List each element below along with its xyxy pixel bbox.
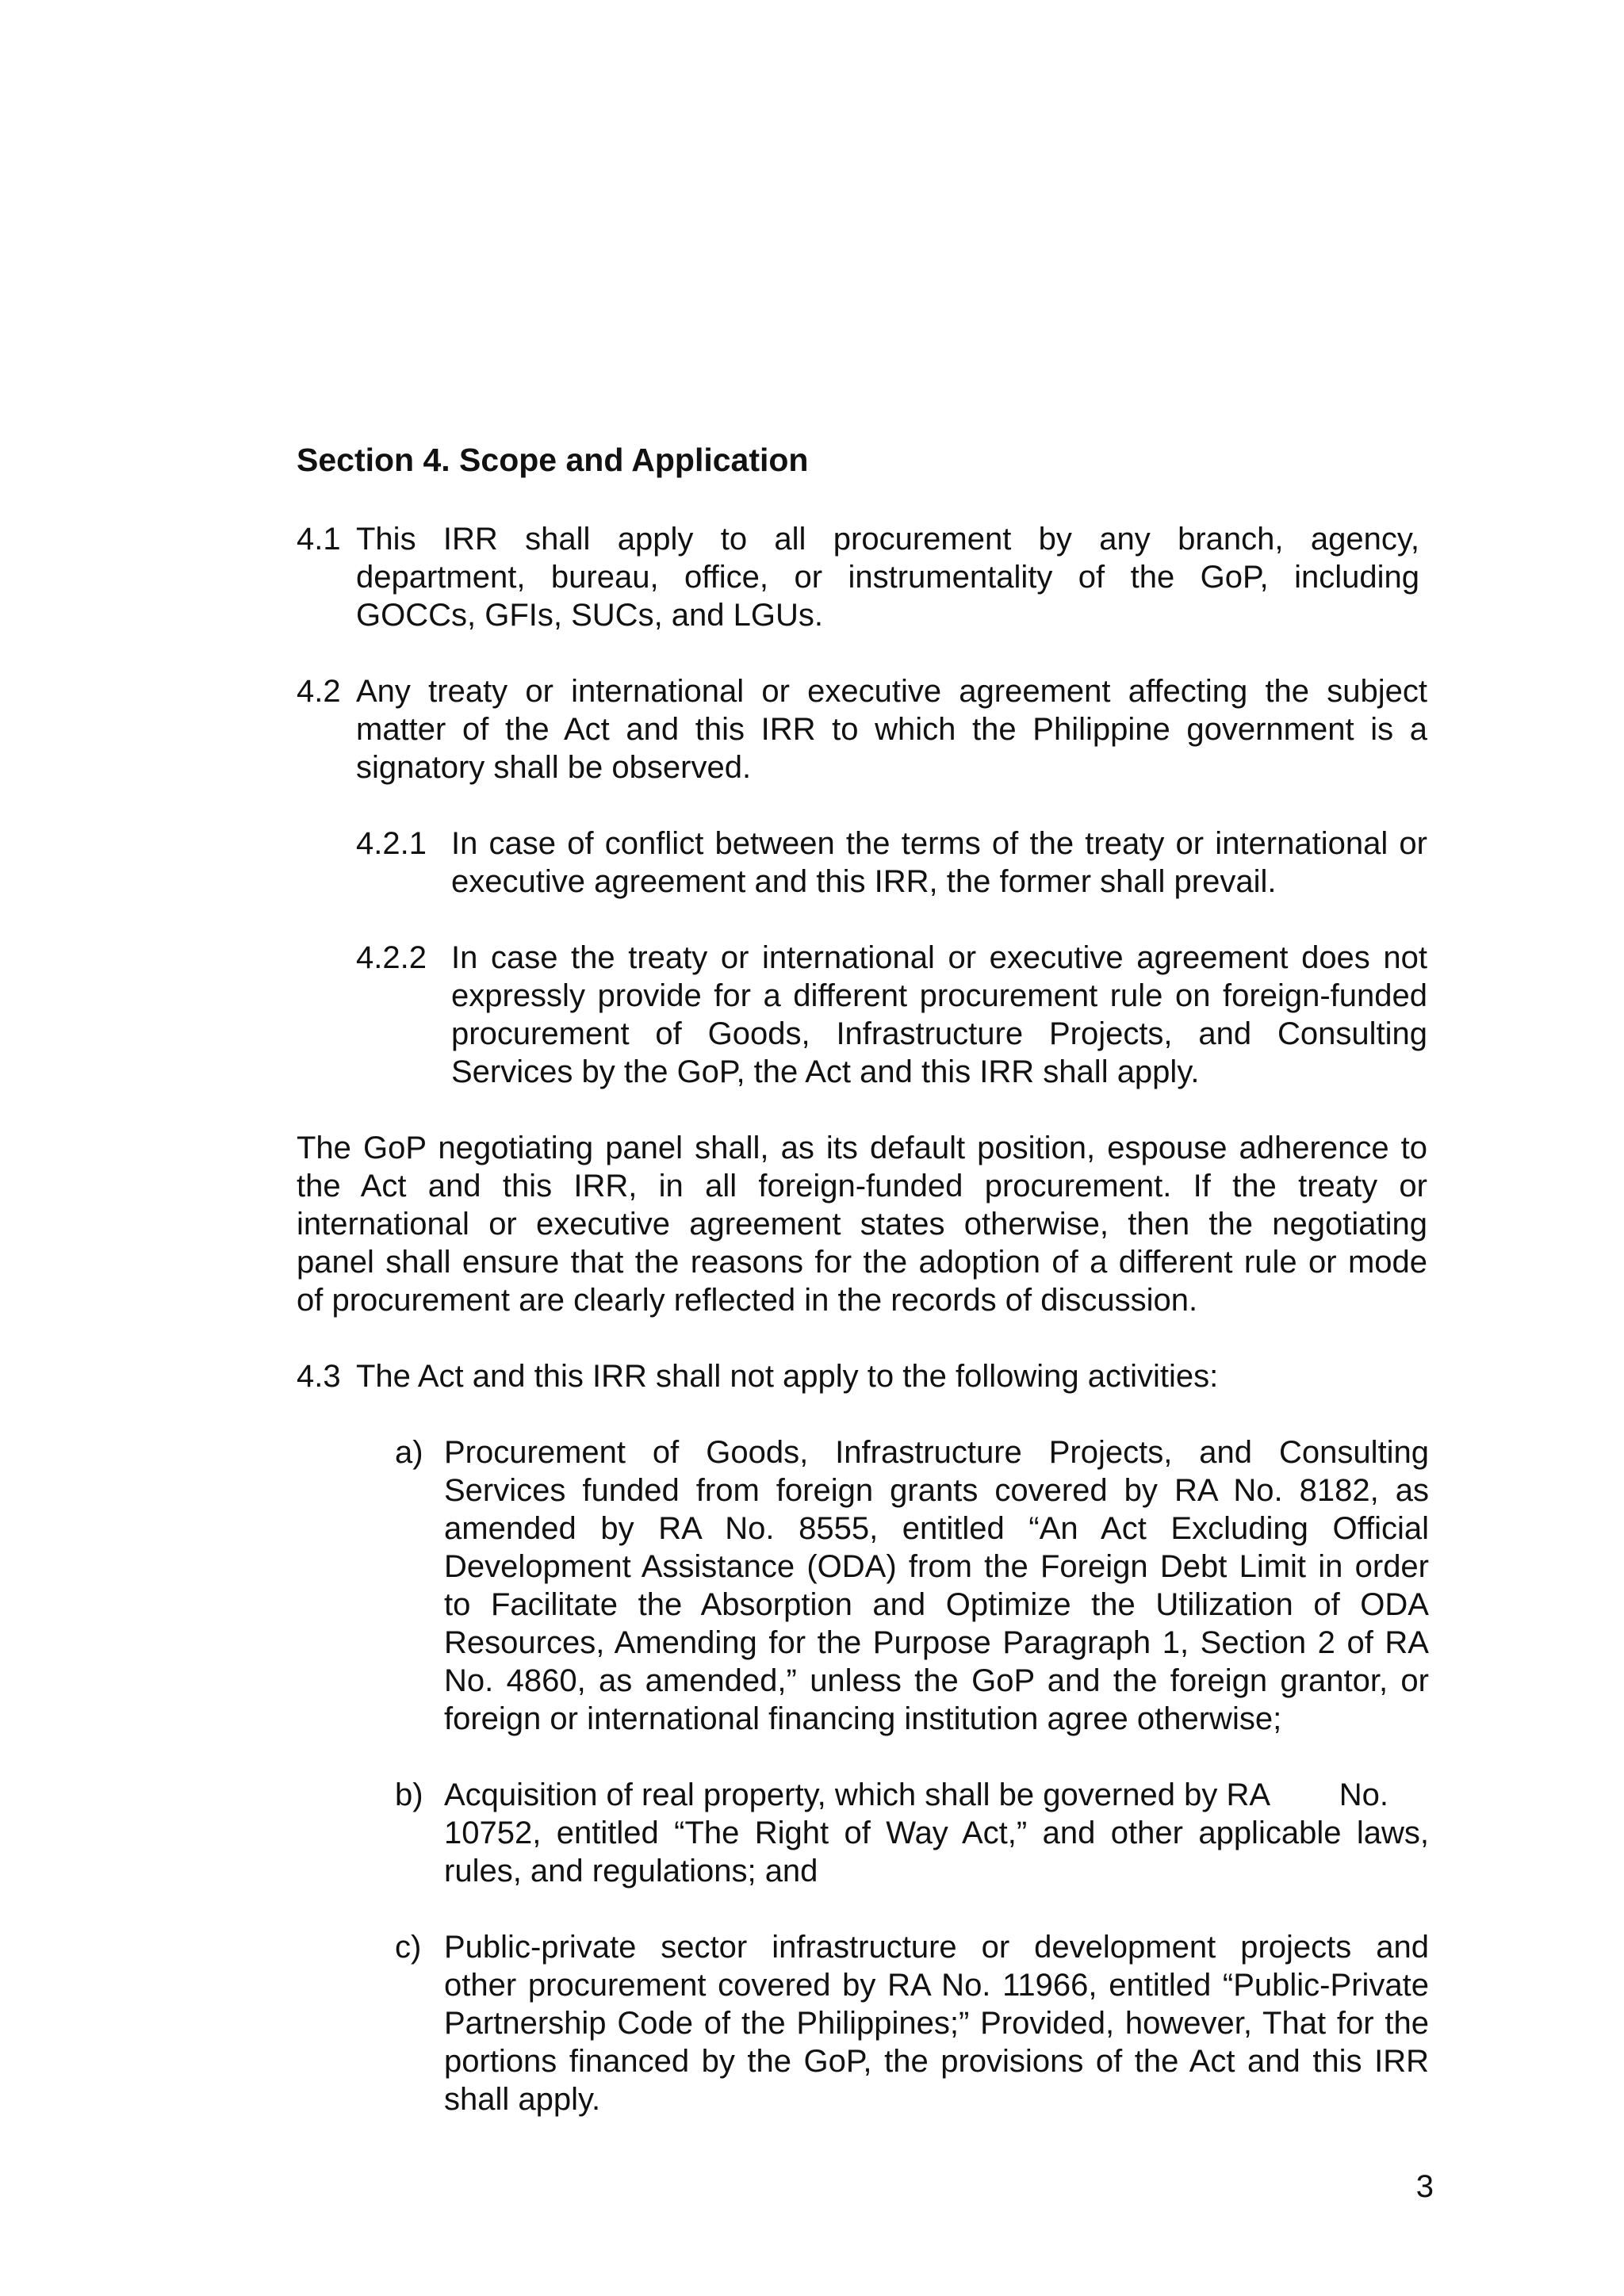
clause-line: expressly provide for a different procurement rule on foreign-funded: [451, 978, 1427, 1013]
section-heading: Section 4. Scope and Application: [297, 442, 809, 478]
list-label: c): [395, 1930, 422, 1965]
clause-line: In case of conflict between the terms of the treaty or international or: [451, 826, 1427, 861]
clause-number: 4.2.2: [356, 940, 427, 975]
clause-line: In case the treaty or international or executive agreement does not: [451, 940, 1427, 975]
clause-line: matter of the Act and this IRR to which the Philippine government is a: [356, 712, 1427, 747]
list-line: other procurement covered by RA No. 11966, entitled “Public-Private: [444, 1968, 1429, 2003]
list-line: No. 4860, as amended,” unless the GoP and the foreign grantor, or: [444, 1663, 1429, 1698]
list-line: Development Assistance (ODA) from the Foreign Debt Limit in order: [444, 1549, 1429, 1584]
clause-number: 4.1: [297, 522, 341, 557]
paragraph-line: of procurement are clearly reflected in the records of discussion.: [297, 1283, 1198, 1318]
list-line: to Facilitate the Absorption and Optimize the Utilization of ODA: [444, 1587, 1429, 1622]
list-line: Public-private sector infrastructure or development projects and: [444, 1930, 1429, 1965]
list-line: Resources, Amending for the Purpose Paragraph 1, Section 2 of RA: [444, 1625, 1429, 1660]
paragraph-line: The GoP negotiating panel shall, as its default position, espouse adherence to: [297, 1131, 1427, 1165]
page-number: 3: [1415, 2169, 1434, 2204]
list-line: portions financed by the GoP, the provisions of the Act and this IRR: [444, 2044, 1429, 2079]
list-line: 10752, entitled “The Right of Way Act,” and other applicable laws,: [444, 1816, 1429, 1850]
clause-line: signatory shall be observed.: [356, 750, 752, 785]
list-label: b): [395, 1777, 423, 1812]
list-line: amended by RA No. 8555, entitled “An Act Excluding Official: [444, 1511, 1429, 1546]
clause-line: This IRR shall apply to all procurement by any branch, agency,: [356, 522, 1419, 557]
clause-line: GOCCs, GFIs, SUCs, and LGUs.: [356, 598, 824, 633]
clause-number: 4.2.1: [356, 826, 427, 861]
list-line: Partnership Code of the Philippines;” Provided, however, That for the: [444, 2006, 1429, 2041]
clause-line: department, bureau, office, or instrumentality of the GoP, including: [356, 560, 1419, 595]
list-label: a): [395, 1435, 423, 1470]
list-line: Acquisition of real property, which shall be governed by RA No.: [444, 1777, 1388, 1812]
clause-line: procurement of Goods, Infrastructure Projects, and Consulting: [451, 1016, 1427, 1051]
clause-line: Any treaty or international or executive agreement affecting the subject: [356, 674, 1427, 709]
list-line: foreign or international financing institution agree otherwise;: [444, 1701, 1282, 1736]
list-line: Services funded from foreign grants covered by RA No. 8182, as: [444, 1473, 1429, 1508]
clause-line: executive agreement and this IRR, the former shall prevail.: [451, 864, 1277, 899]
paragraph-line: panel shall ensure that the reasons for the adoption of a different rule or mode: [297, 1245, 1427, 1280]
clause-number: 4.2: [297, 674, 341, 709]
paragraph-line: international or executive agreement states otherwise, then the negotiating: [297, 1207, 1427, 1242]
list-line: rules, and regulations; and: [444, 1854, 818, 1888]
clause-line: Services by the GoP, the Act and this IRR shall apply.: [451, 1054, 1200, 1089]
list-line: Procurement of Goods, Infrastructure Projects, and Consulting: [444, 1435, 1429, 1470]
clause-number: 4.3: [297, 1359, 341, 1394]
paragraph-line: the Act and this IRR, in all foreign-funded procurement. If the treaty or: [297, 1169, 1427, 1203]
list-line: shall apply.: [444, 2082, 601, 2117]
clause-line: The Act and this IRR shall not apply to the following activities:: [356, 1359, 1219, 1394]
